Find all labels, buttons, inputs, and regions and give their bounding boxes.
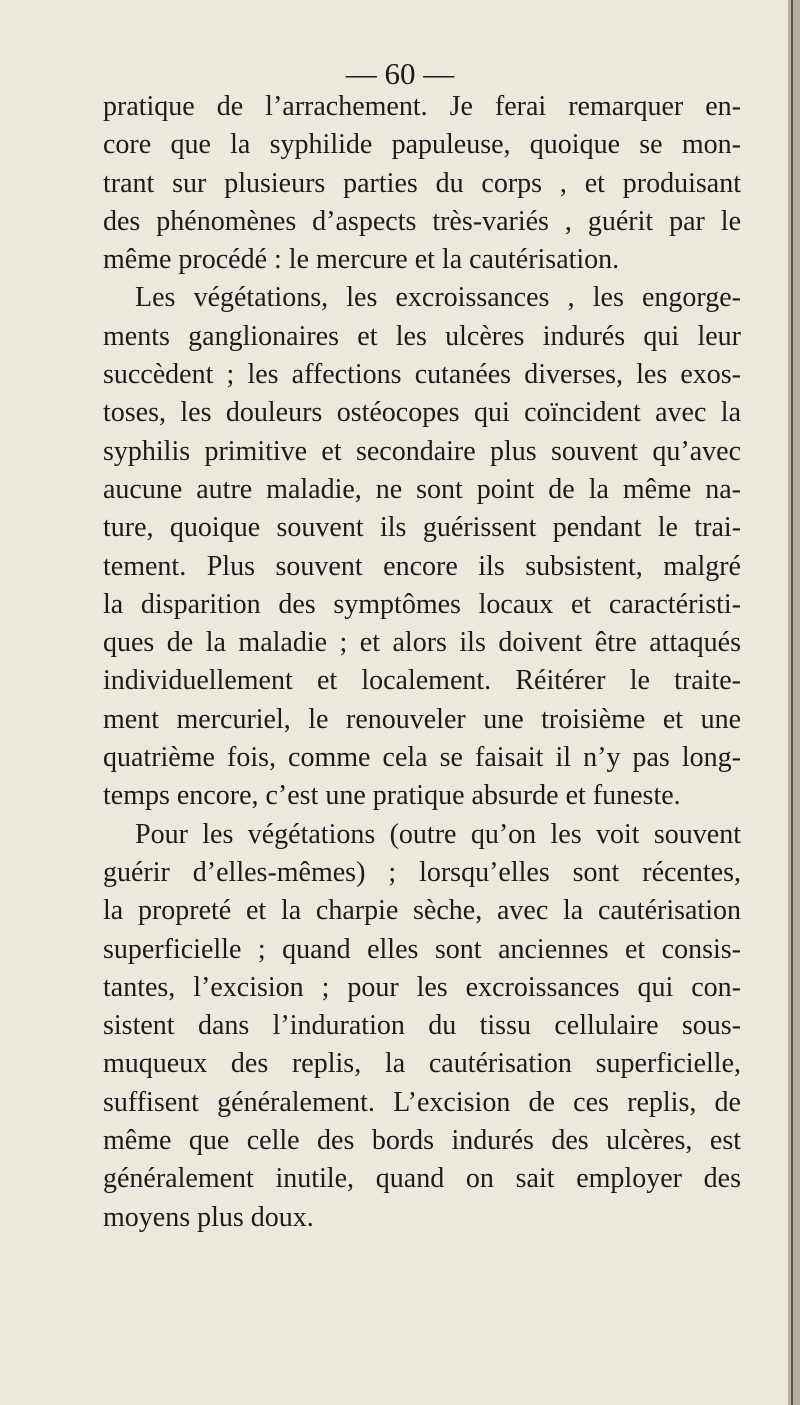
text-line: pratique de l’arrachement. Je ferai remarquer en- xyxy=(103,91,741,122)
text-line: trant sur plusieurs parties du corps , et produisant xyxy=(103,167,741,199)
body-text xyxy=(103,88,741,1237)
text-line: la disparition des symptômes locaux et caractéristi- xyxy=(103,588,741,620)
text-line: core que la syphilide papuleuse, quoique se mon- xyxy=(103,129,741,161)
text-line: même que celle des bords indurés des ulcères, est xyxy=(103,1125,741,1157)
text-line: ments ganglionaires et les ulcères indurés qui leur xyxy=(103,320,741,352)
text-line: succèdent ; les affections cutanées diverses, les exos- xyxy=(103,359,741,391)
page-edge xyxy=(788,0,800,1405)
text-line: ques de la maladie ; et alors ils doivent être attaqués xyxy=(103,627,741,659)
text-line: toses, les douleurs ostéocopes qui coïncident avec la xyxy=(103,397,741,429)
text-line: ment mercuriel, le renouveler une troisième et une xyxy=(103,703,741,735)
text-line: syphilis primitive et secondaire plus souvent qu’avec xyxy=(103,435,741,467)
text-line: aucune autre maladie, ne sont point de la même na- xyxy=(103,473,741,505)
text-line: quatrième fois, comme cela se faisait il n’y pas long- xyxy=(103,742,741,774)
text-line: Pour les végétations (outre qu’on les voit souvent xyxy=(135,818,741,850)
text-line: Les végétations, les excroissances , les engorge- xyxy=(135,282,741,314)
page-number: — 60 — xyxy=(345,56,455,91)
text-line: même procédé : le mercure et la cautérisation. xyxy=(103,244,620,276)
text-line: suffisent généralement. L’excision de ces replis, de xyxy=(103,1086,741,1118)
text-line: la propreté et la charpie sèche, avec la cautérisation xyxy=(103,895,741,927)
text-line: guérir d’elles-mêmes) ; lorsqu’elles sont récentes, xyxy=(103,856,741,888)
text-line: ture, quoique souvent ils guérissent pendant le trai- xyxy=(103,512,741,544)
text-line: tement. Plus souvent encore ils subsistent, malgré xyxy=(103,550,741,582)
text-line: des phénomènes d’aspects très-variés , guérit par le xyxy=(103,205,741,237)
page-edge-line xyxy=(791,0,793,1405)
text-line: muqueux des replis, la cautérisation superficielle, xyxy=(103,1048,741,1080)
text-line: individuellement et localement. Réitérer le traite- xyxy=(103,665,741,697)
text-line: temps encore, c’est une pratique absurde et funeste. xyxy=(103,780,681,812)
text-line: généralement inutile, quand on sait employer des xyxy=(103,1163,741,1195)
text-line: tantes, l’excision ; pour les excroissances qui con- xyxy=(103,971,741,1003)
text-line: sistent dans l’induration du tissu cellulaire sous- xyxy=(103,1010,741,1042)
text-line: superficielle ; quand elles sont anciennes et consis- xyxy=(103,933,741,965)
text-line: moyens plus doux. xyxy=(103,1201,314,1233)
